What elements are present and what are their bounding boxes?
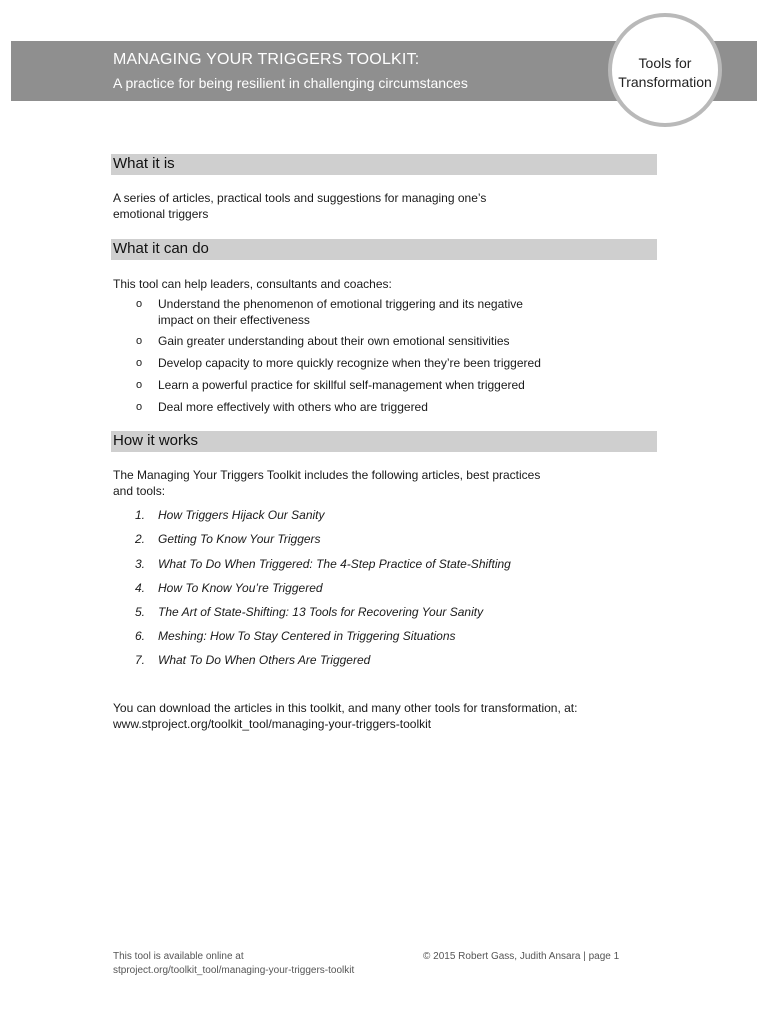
list-number: 5. xyxy=(135,605,146,619)
download-note-line-1: You can download the articles in this toolkit, and many other tools for transformation, at: xyxy=(113,701,578,715)
article-title: How To Know You’re Triggered xyxy=(158,581,323,595)
bullet-marker: o xyxy=(136,357,143,369)
list-item-text: Learn a powerful practice for skillful self-management when triggered xyxy=(158,378,525,392)
document-title: MANAGING YOUR TRIGGERS TOOLKIT: xyxy=(113,51,420,68)
bullet-marker: o xyxy=(136,401,143,413)
how-it-works-intro xyxy=(113,467,623,499)
list-number: 2. xyxy=(135,532,146,546)
list-number: 1. xyxy=(135,508,146,522)
what-it-is-line-2: emotional triggers xyxy=(113,207,209,221)
document-subtitle: A practice for being resilient in challenging circumstances xyxy=(113,75,468,91)
bullet-marker: o xyxy=(136,298,143,310)
section-heading-text: How it works xyxy=(113,432,199,449)
section-heading-text: What it can do xyxy=(113,240,209,257)
logo-line-2: Transformation xyxy=(618,74,712,90)
what-it-is-body xyxy=(113,190,623,222)
article-title: The Art of State-Shifting: 13 Tools for Recovering Your Sanity xyxy=(158,605,484,619)
article-title: How Triggers Hijack Our Sanity xyxy=(158,508,325,522)
list-item-line-2: impact on their effectiveness xyxy=(158,313,310,327)
bullet-marker: o xyxy=(136,379,143,391)
footer-availability-text: This tool is available online at xyxy=(113,951,244,962)
article-title: What To Do When Triggered: The 4-Step Practice of State-Shifting xyxy=(158,557,511,571)
section-heading-how-it-works xyxy=(111,431,657,452)
logo-line-1: Tools for xyxy=(638,55,692,71)
list-number: 4. xyxy=(135,581,146,595)
footer-copyright: © 2015 Robert Gass, Judith Ansara | page 1 xyxy=(423,951,620,962)
list-item-line-1: Understand the phenomenon of emotional triggering and its negative xyxy=(158,297,523,311)
download-note xyxy=(113,700,673,732)
list-item-text xyxy=(158,296,608,328)
footer-url[interactable]: stproject.org/toolkit_tool/managing-your-triggers-toolkit xyxy=(113,965,355,976)
article-title: Meshing: How To Stay Centered in Triggering Situations xyxy=(158,629,456,643)
footer-left xyxy=(113,950,354,978)
list-item-text: Gain greater understanding about their own emotional sensitivities xyxy=(158,334,510,348)
how-it-works-intro-line-2: and tools: xyxy=(113,484,166,498)
what-it-can-do-intro: This tool can help leaders, consultants and coaches: xyxy=(113,277,392,291)
section-heading-what-it-is xyxy=(111,154,657,175)
list-number: 7. xyxy=(135,653,146,667)
what-it-is-line-1: A series of articles, practical tools and suggestions for managing one’s xyxy=(113,191,487,205)
list-item-text: Deal more effectively with others who are triggered xyxy=(158,400,428,414)
how-it-works-intro-line-1: The Managing Your Triggers Toolkit includes the following articles, best practices xyxy=(113,468,541,482)
section-heading-what-it-can-do xyxy=(111,239,657,260)
tools-for-transformation-logo xyxy=(608,13,722,127)
list-item-text: Develop capacity to more quickly recognize when they’re been triggered xyxy=(158,356,541,370)
bullet-marker: o xyxy=(136,335,143,347)
article-title: Getting To Know Your Triggers xyxy=(158,532,321,546)
section-heading-text: What it is xyxy=(113,155,175,172)
article-title: What To Do When Others Are Triggered xyxy=(158,653,371,667)
download-url[interactable]: www.stproject.org/toolkit_tool/managing-your-triggers-toolkit xyxy=(113,717,432,731)
list-number: 6. xyxy=(135,629,146,643)
list-number: 3. xyxy=(135,557,146,571)
